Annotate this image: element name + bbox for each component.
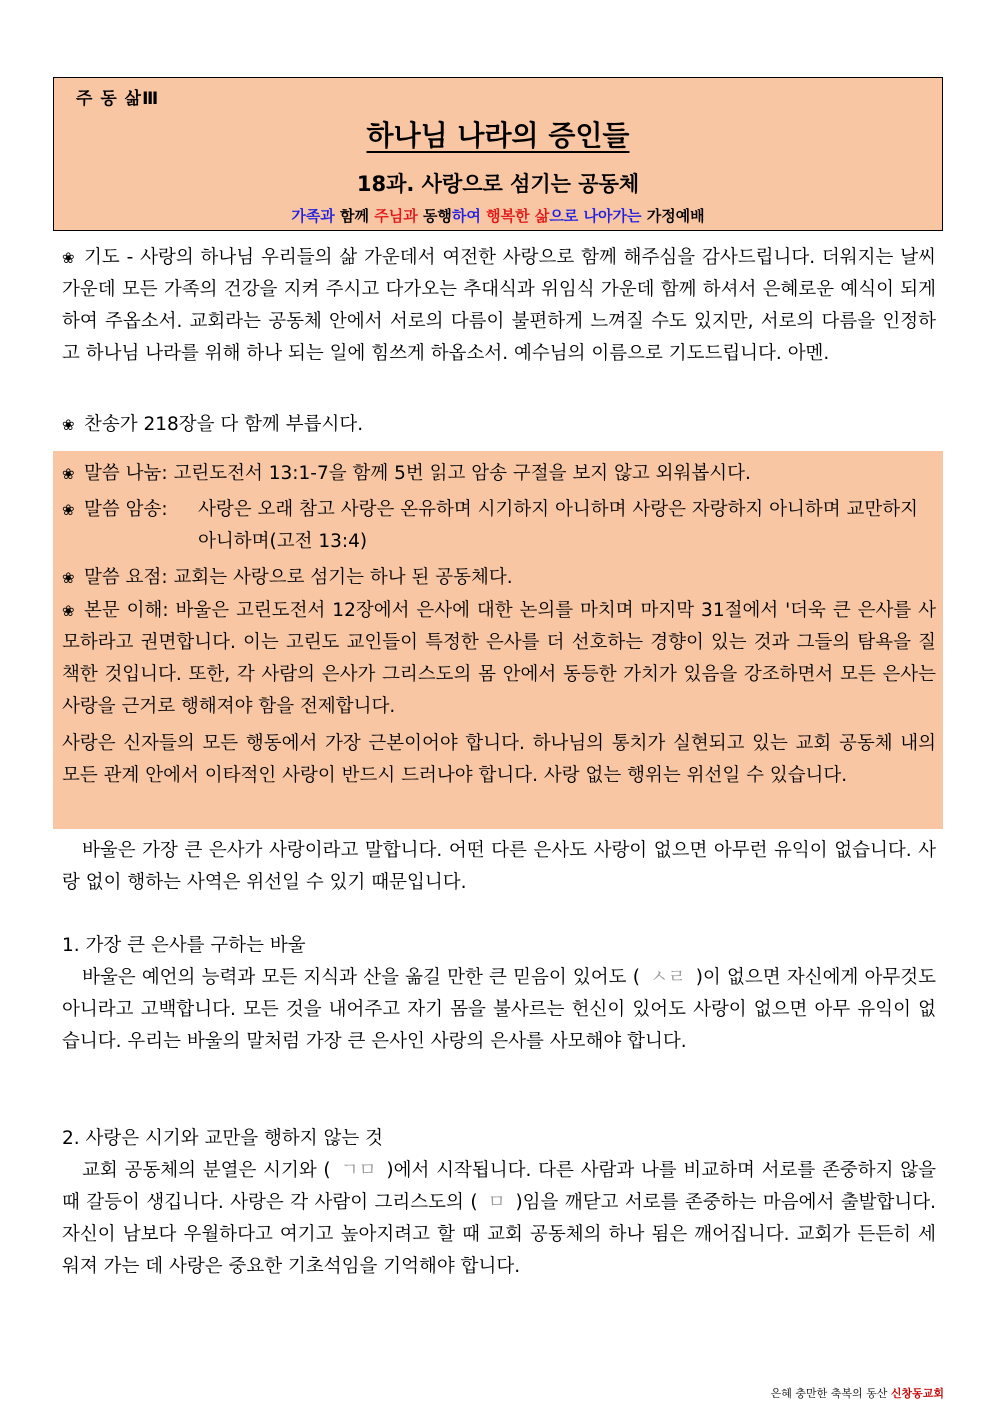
word-point-row <box>62 562 936 594</box>
hymn-paragraph <box>62 409 936 441</box>
motto-part: 가정예배 <box>646 207 705 225</box>
motto-part: 함께 <box>340 207 375 225</box>
prayer-paragraph <box>62 242 936 370</box>
flower-icon: ❀ <box>62 602 75 620</box>
word-point-label: 말씀 요점: <box>84 567 168 588</box>
fill-blank-answer: ㄱㅁ <box>340 1160 377 1181</box>
word-understanding-text: 바울은 고린도전서 12장에서 은사에 대한 논의를 마치며 마지막 31절에서 '더욱 큰 은사를 사모하라고 권면합니다. 이는 고린도 교인들이 특정한 은사를 더 선호하는 경향이 있는 것과 그들의 탐욕을 질책한 것입니다. 또한, 각 사람의 은사가 그리스도의 몸 안에서 동등한 가치가 있음을 강조하면서 모든 은사는 사랑을 근거로 행해져야 함을 전제합니다. <box>62 600 936 717</box>
section-1-text-a: 바울은 예언의 능력과 모든 지식과 산을 옮길 만한 큰 믿음이 있어도 ( <box>82 967 640 988</box>
word-sharing-row <box>62 458 936 490</box>
section-2-text-a: 교회 공동체의 분열은 시기와 ( <box>82 1160 331 1181</box>
word-sharing-text: 고린도전서 13:1-7을 함께 5번 읽고 암송 구절을 보지 않고 외워봅시다. <box>173 463 751 484</box>
header-box <box>53 77 943 231</box>
word-understanding-label: 본문 이해: <box>84 600 169 621</box>
intro-paragraph: 바울은 가장 큰 은사가 사랑이라고 말합니다. 어떤 다른 은사도 사랑이 없으면 아무런 유익이 없습니다. 사랑 없이 행하는 사역은 위선일 수 있기 때문입니다. <box>62 840 936 893</box>
prayer-text: 기도 - 사랑의 하나님 우리들의 삶 가운데서 여전한 사랑으로 함께 해주심을 감사드립니다. 더워지는 날씨 가운데 모든 가족의 건강을 지켜 주시고 다가오는 추대식과 위임식 가운데 함께 하셔서 은혜로운 예식이 되게 하여 주옵소서. 교회라는 공동체 안에서 서로의 다름이 불편하게 느껴질 수도 있지만, 서로의 다름을 인정하고 하나님 나라를 위해 하나 되는 일에 힘쓰게 하옵소서. 예수님의 이름으로 기도드립니다. 아멘. <box>62 247 936 364</box>
flower-icon: ❀ <box>62 249 75 267</box>
page-title: 하나님 나라의 증인들 <box>366 119 630 152</box>
motto-part: 행복한 삶 <box>486 207 550 225</box>
lesson-title: 18과. 사랑으로 섬기는 공동체 <box>356 172 640 196</box>
motto-part: 주님과 <box>374 207 423 225</box>
word-memory-label: 말씀 암송: <box>84 499 168 520</box>
word-point-text: 교회는 사랑으로 섬기는 하나 된 공동체다. <box>173 567 513 588</box>
section-1-title: 1. 가장 큰 은사를 구하는 바울 <box>62 935 306 956</box>
footer-text: 은혜 충만한 축복의 동산 <box>770 1387 891 1400</box>
flower-icon: ❀ <box>62 465 75 483</box>
word-sharing-label: 말씀 나눔: <box>84 463 168 484</box>
motto-part: 하여 <box>451 207 487 225</box>
motto-part: 으로 나아가는 <box>549 207 647 225</box>
flower-icon: ❀ <box>62 501 75 519</box>
section-2-text-c: )임을 깨닫고 서로를 존중하는 마음에서 출발합니다. 자신이 남보다 우월하다고 여기고 높아지려고 할 때 교회 공동체의 하나 됨은 깨어집니다. 교회가 든든히 세워져 가는 데 사랑은 중요한 기초석임을 기억해야 합니다. <box>62 1192 936 1277</box>
word-understanding <box>62 595 936 723</box>
word-memory-text: 사랑은 오래 참고 사랑은 온유하며 시기하지 아니하며 사랑은 자랑하지 아니하며 교만하지 아니하며(고전 13:4) <box>198 499 919 552</box>
section-1-paragraph <box>62 962 936 1058</box>
motto-part: 동행 <box>422 207 452 225</box>
section-2-text-b: )에서 시작됩니다. 다른 사람과 나를 비교하며 서로를 존중하지 않을 때 갈등이 생깁니다. 사랑은 각 사람이 그리스도의 ( <box>62 1160 936 1213</box>
flower-icon: ❀ <box>62 569 75 587</box>
word-understanding-2: 사랑은 신자들의 모든 행동에서 가장 근본이어야 합니다. 하나님의 통치가 실현되고 있는 교회 공동체 내의 모든 관계 안에서 이타적인 사랑이 반드시 드러나야 합니다. 사랑 없는 행위는 위선일 수 있습니다. <box>62 733 936 786</box>
section-2-title: 2. 사랑은 시기와 교만을 행하지 않는 것 <box>62 1128 384 1149</box>
fill-blank-answer: ㅁ <box>487 1192 506 1213</box>
flower-icon: ❀ <box>62 416 75 434</box>
section-2-paragraph <box>62 1155 936 1283</box>
series-label: 주 동 삶Ⅲ <box>76 89 160 109</box>
church-name: 신창동교회 <box>890 1387 944 1400</box>
section-1-text-b: )이 없으면 자신에게 아무것도 아니라고 고백합니다. 모든 것을 내어주고 자기 몸을 불사르는 헌신이 있어도 사랑이 없으면 아무 유익이 없습니다. 우리는 바울의 말처럼 가장 큰 은사인 사랑의 은사를 사모해야 합니다. <box>62 967 936 1052</box>
motto-part: 가족과 <box>291 207 341 225</box>
fill-blank-answer: ㅅㄹ <box>649 967 686 988</box>
motto <box>54 205 942 226</box>
footer <box>771 1385 944 1401</box>
hymn-text: 찬송가 218장을 다 함께 부릅시다. <box>84 414 364 435</box>
